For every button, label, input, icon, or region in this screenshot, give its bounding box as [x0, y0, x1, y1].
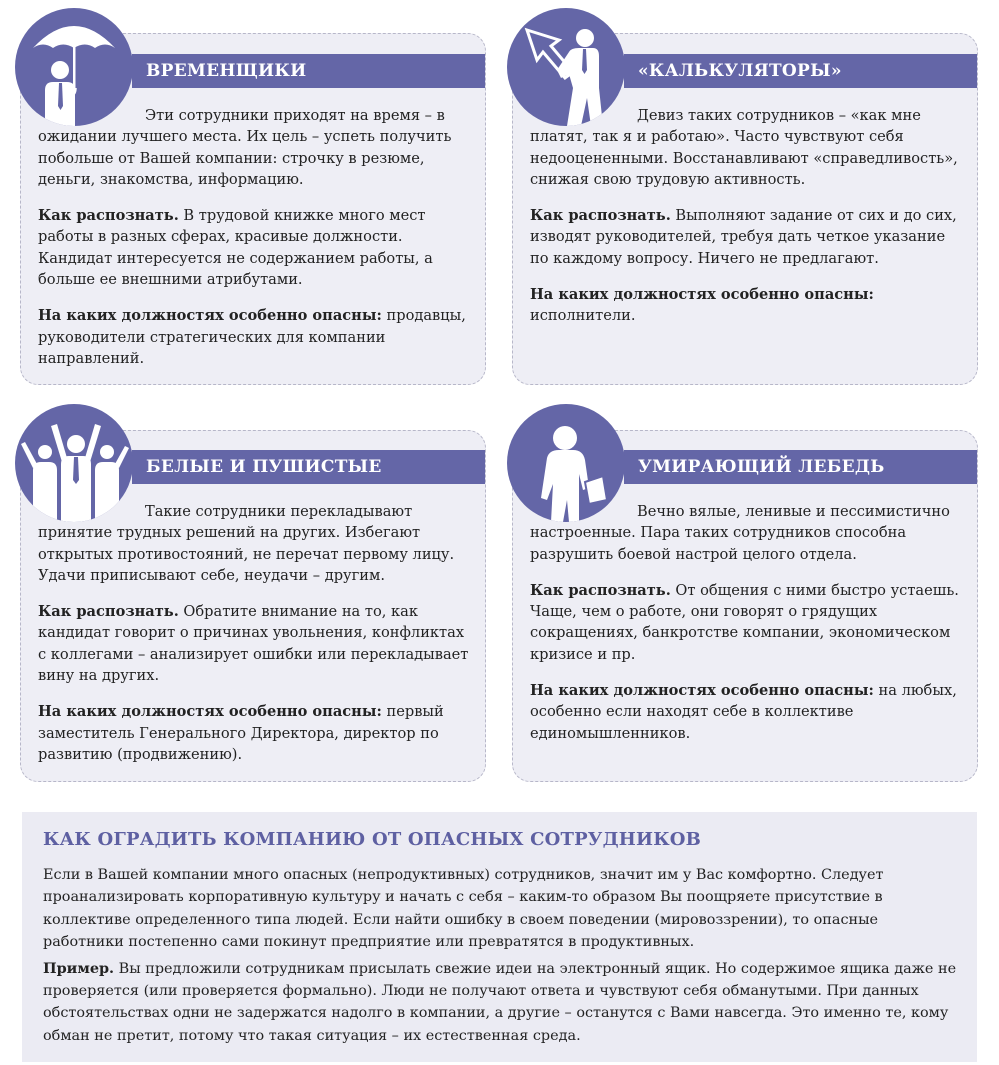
card-danger [530, 284, 962, 327]
card-body-kalkulyatory [530, 105, 962, 342]
protect-company-section [22, 812, 977, 1062]
card-title-lebed: УМИРАЮЩИЙ ЛЕБЕДЬ [624, 450, 977, 484]
card-body-belye [38, 501, 470, 780]
card-recognize [38, 601, 470, 686]
danger-text: первый заместитель Генерального Директора, директор по развитию (продвижению). [38, 703, 444, 763]
recognize-label: Как распознать. [530, 207, 671, 225]
card-intro: Такие сотрудники перекладывают принятие трудных решений на других. Избегают открытых противостояний, не перечат первому лицу. Удачи приписывают себе, неудачи – другим. [38, 503, 455, 584]
danger-text: на любых, особенно если находят себе в коллективе единомышленников. [530, 682, 957, 742]
card-title-kalkulyatory: «КАЛЬКУЛЯТОРЫ» [624, 54, 977, 88]
card-danger [38, 305, 470, 369]
danger-text: исполнители. [530, 307, 636, 325]
card-body-lebed [530, 501, 962, 759]
danger-label: На каких должностях особенно опасны: [38, 703, 382, 721]
recognize-text: От общения с ними быстро устаешь. Чаще, чем о работе, они говорят о грядущих сокращениях, банкротстве компании, экономическом кризисе и пр. [530, 581, 959, 663]
section-title: КАК ОГРАДИТЬ КОМПАНИЮ ОТ ОПАСНЫХ СОТРУДНИКОВ [43, 829, 702, 850]
card-title-vremenshchiki: ВРЕМЕНЩИКИ [132, 54, 485, 88]
recognize-text: Выполняют задание от сих и до сих, изводят руководителей, требуя дать четкое указание по каждому вопросу. Ничего не предлагают. [530, 207, 957, 267]
recognize-text: Обратите внимание на то, как кандидат говорит о причинах увольнения, конфликтах с коллегами – анализирует ошибки или перекладывает вину на других. [38, 603, 469, 685]
recognize-label: Как распознать. [530, 581, 671, 599]
card-title-belye: БЕЛЫЕ И ПУШИСТЫЕ [132, 450, 485, 484]
danger-label: На каких должностях особенно опасны: [530, 682, 874, 700]
danger-text: продавцы, руководители стратегических для компании направлений. [38, 307, 466, 367]
recognize-label: Как распознать. [38, 603, 179, 621]
card-danger [530, 680, 962, 744]
example-label: Пример. [43, 959, 115, 977]
card-body-vremenshchiki [38, 105, 470, 384]
card-intro: Вечно вялые, ленивые и пессимистично настроенные. Пара таких сотрудников способна разрушить боевой настрой целого отдела. [530, 503, 950, 563]
card-recognize [38, 205, 470, 290]
section-paragraph: Если в Вашей компании много опасных (непродуктивных) сотрудников, значит им у Вас комфортно. Следует проанализировать корпоративную культуру и начать с себя – каким-то образом Вы поощряете присутствие в коллективе определенного типа людей. Если найти ошибку в своем поведении (мировоззрении), то опасные работники постепенно сами покинут предприятие или превратятся в продуктивных. [43, 867, 884, 951]
card-intro: Эти сотрудники приходят на время – в ожидании лучшего места. Их цель – успеть получить побольше от Вашей компании: строчку в резюме, деньги, знакомства, информацию. [38, 107, 452, 188]
section-body [43, 864, 963, 1051]
card-intro: Девиз таких сотрудников – «как мне платят, так я и работаю». Часто чувствуют себя недооцененными. Восстанавливают «справедливость», снижая свою трудовую активность. [530, 107, 958, 188]
recognize-text: В трудовой книжке много мест работы в разных сферах, красивые должности. Кандидат интересуется не содержанием работы, а больше ее внешними атрибутами. [38, 207, 433, 289]
card-recognize [530, 205, 962, 269]
example-text: Вы предложили сотрудникам присылать свежие идеи на электронный ящик. Но содержимое ящика даже не проверяется (или проверяется формально). Люди не получают ответа и чувствуют себя обманутыми. При данных обстоятельствах одни не задержатся надолго в компании, а другие – останутся с Вами навсегда. Это именно те, кому обман не претит, потому что такая ситуация – их естественная среда. [43, 960, 957, 1044]
card-danger [38, 701, 470, 765]
danger-label: На каких должностях особенно опасны: [38, 307, 382, 325]
recognize-label: Как распознать. [38, 207, 179, 225]
danger-label: На каких должностях особенно опасны: [530, 286, 874, 304]
section-example [43, 958, 963, 1048]
card-recognize [530, 580, 962, 665]
